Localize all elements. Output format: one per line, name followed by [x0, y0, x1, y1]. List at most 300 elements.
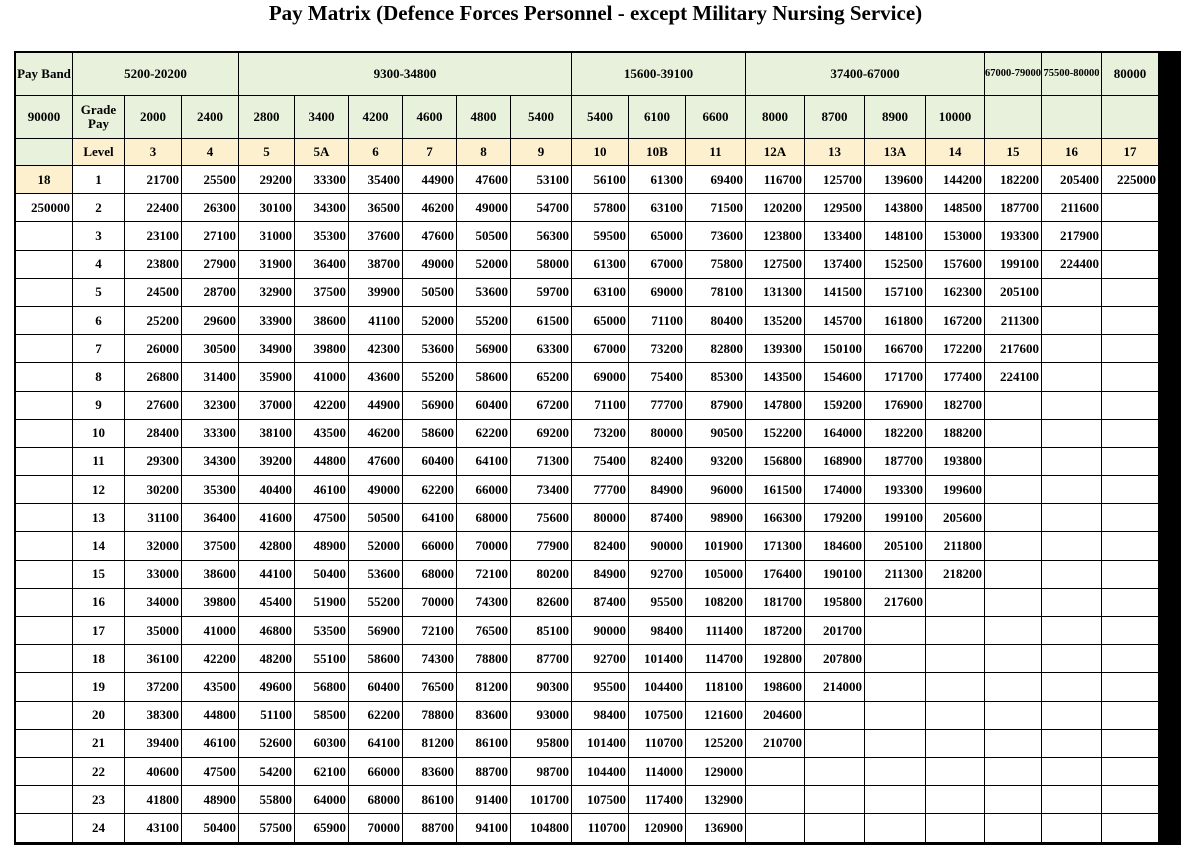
pay-cell: 43500 — [182, 673, 238, 700]
pay-cell — [926, 617, 984, 644]
level-header: 13A — [865, 139, 925, 165]
pay-cell: 71100 — [572, 392, 628, 419]
pay-cell — [1102, 814, 1158, 841]
pay-cell: 73200 — [572, 420, 628, 447]
pay-cell: 68000 — [457, 504, 510, 531]
pay-cell: 195800 — [805, 589, 864, 616]
pay-cell: 53600 — [403, 335, 456, 362]
pay-cell: 58600 — [349, 645, 402, 672]
pay-cell — [1042, 448, 1101, 475]
pay-cell: 148100 — [865, 222, 925, 249]
pay-cell — [1042, 504, 1101, 531]
pay-cell: 48200 — [239, 645, 294, 672]
pay-cell: 167200 — [926, 307, 984, 334]
pay-cell: 51100 — [239, 702, 294, 729]
pay-cell: 58500 — [295, 702, 348, 729]
level-label: Level — [73, 139, 124, 165]
pay-cell: 33000 — [125, 561, 181, 588]
pay-band-header: 80000 — [1102, 53, 1158, 95]
pay-cell: 28700 — [182, 279, 238, 306]
pay-cell — [1042, 702, 1101, 729]
pay-cell: 33900 — [239, 307, 294, 334]
pay-cell: 90000 — [572, 617, 628, 644]
pay-cell: 205100 — [865, 532, 925, 559]
pay-cell: 192800 — [746, 645, 804, 672]
pay-cell: 78100 — [686, 279, 745, 306]
pay-cell — [985, 814, 1041, 841]
pay-cell: 71500 — [686, 194, 745, 221]
pay-cell: 67000 — [629, 251, 685, 278]
pay-cell — [16, 702, 72, 729]
pay-cell: 37500 — [182, 532, 238, 559]
pay-cell — [865, 702, 925, 729]
grade-pay-header: 2800 — [239, 96, 294, 138]
pay-cell — [1042, 786, 1101, 813]
grade-pay-header — [16, 139, 72, 165]
pay-cell: 57800 — [572, 194, 628, 221]
pay-cell: 84900 — [572, 561, 628, 588]
pay-cell: 36500 — [349, 194, 402, 221]
pay-cell — [746, 758, 804, 785]
pay-cell: 148500 — [926, 194, 984, 221]
pay-cell: 38300 — [125, 702, 181, 729]
row-index: 17 — [73, 617, 124, 644]
pay-cell: 98400 — [629, 617, 685, 644]
pay-cell: 80400 — [686, 307, 745, 334]
pay-cell: 72100 — [457, 561, 510, 588]
pay-cell — [1102, 702, 1158, 729]
pay-cell: 34300 — [295, 194, 348, 221]
pay-cell: 78800 — [457, 645, 510, 672]
pay-cell: 88700 — [457, 758, 510, 785]
pay-cell: 98900 — [686, 504, 745, 531]
grade-pay-header — [1042, 96, 1101, 138]
pay-cell: 80000 — [572, 504, 628, 531]
pay-cell: 47500 — [295, 504, 348, 531]
pay-cell — [985, 561, 1041, 588]
pay-cell: 205600 — [926, 504, 984, 531]
pay-cell — [16, 307, 72, 334]
pay-cell — [926, 814, 984, 841]
pay-cell: 94100 — [457, 814, 510, 841]
pay-cell: 68000 — [403, 561, 456, 588]
pay-cell — [16, 645, 72, 672]
pay-cell: 37000 — [239, 392, 294, 419]
pay-cell: 211300 — [985, 307, 1041, 334]
pay-cell: 87400 — [629, 504, 685, 531]
pay-cell: 41000 — [182, 617, 238, 644]
level-header: 11 — [686, 139, 745, 165]
pay-cell: 81200 — [403, 730, 456, 757]
pay-cell — [1042, 476, 1101, 503]
pay-cell: 182200 — [865, 420, 925, 447]
pay-cell: 55100 — [295, 645, 348, 672]
pay-cell: 50500 — [349, 504, 402, 531]
pay-cell: 36400 — [295, 251, 348, 278]
pay-cell: 29200 — [239, 166, 294, 193]
pay-cell: 37600 — [349, 222, 402, 249]
pay-cell: 101400 — [629, 645, 685, 672]
pay-cell: 39200 — [239, 448, 294, 475]
pay-cell: 56800 — [295, 673, 348, 700]
pay-cell: 199100 — [865, 504, 925, 531]
pay-cell: 123800 — [746, 222, 804, 249]
pay-cell: 25200 — [125, 307, 181, 334]
pay-cell — [985, 673, 1041, 700]
pay-cell: 39800 — [295, 335, 348, 362]
pay-cell — [865, 673, 925, 700]
pay-cell — [985, 420, 1041, 447]
pay-cell: 33300 — [182, 420, 238, 447]
pay-band-header: 90000 — [16, 96, 72, 138]
pay-cell: 64100 — [349, 730, 402, 757]
pay-cell: 135200 — [746, 307, 804, 334]
pay-cell: 52000 — [349, 532, 402, 559]
pay-cell: 72100 — [403, 617, 456, 644]
pay-cell: 81200 — [457, 673, 510, 700]
pay-cell: 31000 — [239, 222, 294, 249]
pay-cell — [1042, 645, 1101, 672]
pay-cell: 55800 — [239, 786, 294, 813]
pay-cell: 176900 — [865, 392, 925, 419]
pay-cell: 66000 — [349, 758, 402, 785]
pay-cell: 28400 — [125, 420, 181, 447]
row-index: 12 — [73, 476, 124, 503]
pay-cell: 38700 — [349, 251, 402, 278]
pay-cell: 95500 — [629, 589, 685, 616]
pay-cell: 53600 — [349, 561, 402, 588]
pay-cell — [1102, 532, 1158, 559]
pay-cell: 159200 — [805, 392, 864, 419]
pay-cell: 121600 — [686, 702, 745, 729]
pay-cell: 92700 — [629, 561, 685, 588]
pay-cell: 47600 — [457, 166, 510, 193]
pay-cell — [1042, 589, 1101, 616]
pay-cell: 45400 — [239, 589, 294, 616]
pay-cell: 87900 — [686, 392, 745, 419]
pay-cell: 64100 — [457, 448, 510, 475]
pay-cell: 42300 — [349, 335, 402, 362]
pay-cell — [985, 476, 1041, 503]
pay-cell: 179200 — [805, 504, 864, 531]
pay-cell — [1102, 504, 1158, 531]
pay-cell: 39900 — [349, 279, 402, 306]
pay-cell: 44900 — [403, 166, 456, 193]
pay-band-label: Pay Band — [16, 53, 72, 95]
pay-cell — [926, 730, 984, 757]
pay-cell — [1102, 786, 1158, 813]
row-index: 24 — [73, 814, 124, 841]
pay-cell — [16, 673, 72, 700]
pay-cell: 38600 — [295, 307, 348, 334]
pay-cell: 76500 — [457, 617, 510, 644]
pay-cell: 182200 — [985, 166, 1041, 193]
level-header: 6 — [349, 139, 402, 165]
pay-cell: 207800 — [805, 645, 864, 672]
grade-pay-header: 3400 — [295, 96, 348, 138]
pay-cell: 152500 — [865, 251, 925, 278]
pay-cell: 58000 — [511, 251, 571, 278]
pay-band-header: 75500-80000 — [1042, 53, 1101, 95]
pay-cell — [985, 392, 1041, 419]
pay-cell — [1102, 476, 1158, 503]
pay-cell: 35400 — [349, 166, 402, 193]
pay-cell: 47500 — [182, 758, 238, 785]
pay-cell: 39800 — [182, 589, 238, 616]
row-index: 11 — [73, 448, 124, 475]
pay-cell: 32300 — [182, 392, 238, 419]
pay-cell: 52000 — [457, 251, 510, 278]
row-index: 20 — [73, 702, 124, 729]
pay-cell: 69000 — [572, 363, 628, 390]
pay-cell: 26300 — [182, 194, 238, 221]
pay-cell: 53100 — [511, 166, 571, 193]
pay-cell: 69200 — [511, 420, 571, 447]
pay-cell: 154600 — [805, 363, 864, 390]
pay-cell: 77700 — [629, 392, 685, 419]
pay-cell — [1042, 335, 1101, 362]
pay-cell — [1042, 420, 1101, 447]
pay-cell: 116700 — [746, 166, 804, 193]
pay-cell: 62200 — [457, 420, 510, 447]
row-index: 6 — [73, 307, 124, 334]
pay-cell: 87700 — [511, 645, 571, 672]
pay-cell — [16, 476, 72, 503]
pay-cell: 32900 — [239, 279, 294, 306]
pay-cell: 57500 — [239, 814, 294, 841]
pay-cell: 95500 — [572, 673, 628, 700]
pay-cell — [805, 730, 864, 757]
row-index: 14 — [73, 532, 124, 559]
pay-cell — [1102, 673, 1158, 700]
pay-cell: 30100 — [239, 194, 294, 221]
pay-cell: 96000 — [686, 476, 745, 503]
pay-cell: 211300 — [865, 561, 925, 588]
pay-cell: 43500 — [295, 420, 348, 447]
pay-cell: 187200 — [746, 617, 804, 644]
level-header: 18 — [16, 166, 72, 193]
level-header: 5A — [295, 139, 348, 165]
grade-pay-header: 4800 — [457, 96, 510, 138]
pay-cell: 210700 — [746, 730, 804, 757]
pay-cell: 42200 — [295, 392, 348, 419]
grade-pay-header: 10000 — [926, 96, 984, 138]
pay-cell: 64000 — [295, 786, 348, 813]
row-index: 22 — [73, 758, 124, 785]
pay-cell: 46200 — [403, 194, 456, 221]
pay-cell: 50400 — [295, 561, 348, 588]
pay-cell — [865, 730, 925, 757]
pay-cell: 58600 — [403, 420, 456, 447]
pay-cell: 184600 — [805, 532, 864, 559]
pay-cell — [1042, 532, 1101, 559]
pay-cell — [1042, 730, 1101, 757]
pay-cell: 80200 — [511, 561, 571, 588]
pay-cell — [16, 504, 72, 531]
pay-cell — [865, 758, 925, 785]
pay-band-header: 5200-20200 — [73, 53, 238, 95]
row-index: 5 — [73, 279, 124, 306]
pay-cell — [1102, 279, 1158, 306]
pay-cell: 82400 — [572, 532, 628, 559]
level-header: 4 — [182, 139, 238, 165]
pay-cell: 125700 — [805, 166, 864, 193]
pay-cell: 41600 — [239, 504, 294, 531]
pay-cell: 54200 — [239, 758, 294, 785]
pay-cell: 34000 — [125, 589, 181, 616]
pay-cell: 93000 — [511, 702, 571, 729]
pay-cell: 133400 — [805, 222, 864, 249]
pay-cell: 132900 — [686, 786, 745, 813]
pay-cell: 156800 — [746, 448, 804, 475]
pay-cell: 211800 — [926, 532, 984, 559]
pay-cell: 60300 — [295, 730, 348, 757]
pay-cell: 166300 — [746, 504, 804, 531]
level-header: 3 — [125, 139, 181, 165]
row-index: 15 — [73, 561, 124, 588]
pay-cell — [985, 589, 1041, 616]
pay-cell: 181700 — [746, 589, 804, 616]
level-header: 14 — [926, 139, 984, 165]
pay-cell: 117400 — [629, 786, 685, 813]
pay-cell — [1102, 307, 1158, 334]
pay-cell — [16, 251, 72, 278]
pay-cell — [16, 335, 72, 362]
pay-cell — [985, 786, 1041, 813]
pay-cell: 36400 — [182, 504, 238, 531]
pay-cell: 49000 — [403, 251, 456, 278]
pay-cell — [16, 617, 72, 644]
pay-cell: 62200 — [403, 476, 456, 503]
pay-cell: 70000 — [349, 814, 402, 841]
pay-cell: 51900 — [295, 589, 348, 616]
pay-cell — [1042, 307, 1101, 334]
pay-cell: 44800 — [182, 702, 238, 729]
pay-cell: 38100 — [239, 420, 294, 447]
pay-cell: 205400 — [1042, 166, 1101, 193]
pay-cell: 43100 — [125, 814, 181, 841]
pay-cell: 29600 — [182, 307, 238, 334]
pay-cell — [16, 589, 72, 616]
pay-cell — [805, 814, 864, 841]
level-header: 10B — [629, 139, 685, 165]
pay-cell: 54700 — [511, 194, 571, 221]
grade-pay-header: 5400 — [572, 96, 628, 138]
pay-cell: 83600 — [457, 702, 510, 729]
pay-cell — [805, 786, 864, 813]
pay-cell: 48900 — [295, 532, 348, 559]
pay-cell: 104400 — [629, 673, 685, 700]
pay-cell: 65900 — [295, 814, 348, 841]
pay-cell — [926, 673, 984, 700]
pay-cell: 25500 — [182, 166, 238, 193]
pay-cell: 137400 — [805, 251, 864, 278]
pay-cell: 44900 — [349, 392, 402, 419]
pay-cell: 205100 — [985, 279, 1041, 306]
grade-pay-header: 2000 — [125, 96, 181, 138]
pay-cell: 139600 — [865, 166, 925, 193]
pay-cell: 161800 — [865, 307, 925, 334]
pay-cell: 30200 — [125, 476, 181, 503]
pay-cell: 41000 — [295, 363, 348, 390]
pay-cell: 56100 — [572, 166, 628, 193]
pay-cell: 27100 — [182, 222, 238, 249]
pay-cell: 63100 — [629, 194, 685, 221]
row-index: 8 — [73, 363, 124, 390]
page-title: Pay Matrix (Defence Forces Personnel - except Military Nursing Service) — [268, 1, 923, 25]
pay-cell: 125200 — [686, 730, 745, 757]
pay-cell — [1102, 448, 1158, 475]
pay-cell: 157600 — [926, 251, 984, 278]
pay-cell: 193300 — [985, 222, 1041, 249]
pay-cell: 82800 — [686, 335, 745, 362]
pay-cell: 56900 — [457, 335, 510, 362]
pay-cell: 47600 — [403, 222, 456, 249]
pay-cell: 55200 — [403, 363, 456, 390]
grade-pay-header: 8700 — [805, 96, 864, 138]
pay-cell: 111400 — [686, 617, 745, 644]
pay-cell: 143800 — [865, 194, 925, 221]
pay-matrix-table — [14, 51, 1181, 845]
pay-cell: 60400 — [457, 392, 510, 419]
pay-cell — [1042, 617, 1101, 644]
pay-cell: 214000 — [805, 673, 864, 700]
pay-cell — [1042, 561, 1101, 588]
pay-cell — [16, 279, 72, 306]
pay-cell: 52600 — [239, 730, 294, 757]
pay-cell: 88700 — [403, 814, 456, 841]
pay-cell: 224100 — [985, 363, 1041, 390]
row-index: 13 — [73, 504, 124, 531]
pay-cell: 66000 — [403, 532, 456, 559]
pay-band-header: 37400-67000 — [746, 53, 984, 95]
row-index: 1 — [73, 166, 124, 193]
grade-pay-header: 8900 — [865, 96, 925, 138]
grade-pay-header: 6100 — [629, 96, 685, 138]
pay-cell: 87400 — [572, 589, 628, 616]
row-index: 9 — [73, 392, 124, 419]
pay-cell — [746, 786, 804, 813]
row-index: 2 — [73, 194, 124, 221]
pay-cell: 46800 — [239, 617, 294, 644]
pay-cell: 78800 — [403, 702, 456, 729]
pay-cell — [1042, 758, 1101, 785]
pay-cell — [926, 702, 984, 729]
pay-cell — [926, 786, 984, 813]
pay-cell: 62200 — [349, 702, 402, 729]
pay-cell: 176400 — [746, 561, 804, 588]
pay-cell: 171700 — [865, 363, 925, 390]
level-header: 17 — [1102, 139, 1158, 165]
row-index: 4 — [73, 251, 124, 278]
pay-cell: 84900 — [629, 476, 685, 503]
pay-cell: 143500 — [746, 363, 804, 390]
pay-cell: 225000 — [1102, 166, 1158, 193]
pay-cell: 61500 — [511, 307, 571, 334]
pay-cell — [1102, 251, 1158, 278]
grade-pay-header: 4200 — [349, 96, 402, 138]
pay-cell: 66000 — [457, 476, 510, 503]
pay-cell: 172200 — [926, 335, 984, 362]
pay-cell: 71100 — [629, 307, 685, 334]
pay-cell — [805, 702, 864, 729]
pay-cell: 164000 — [805, 420, 864, 447]
pay-cell: 50500 — [457, 222, 510, 249]
pay-cell: 46100 — [182, 730, 238, 757]
pay-cell: 162300 — [926, 279, 984, 306]
pay-cell: 104800 — [511, 814, 571, 841]
pay-cell — [985, 504, 1041, 531]
